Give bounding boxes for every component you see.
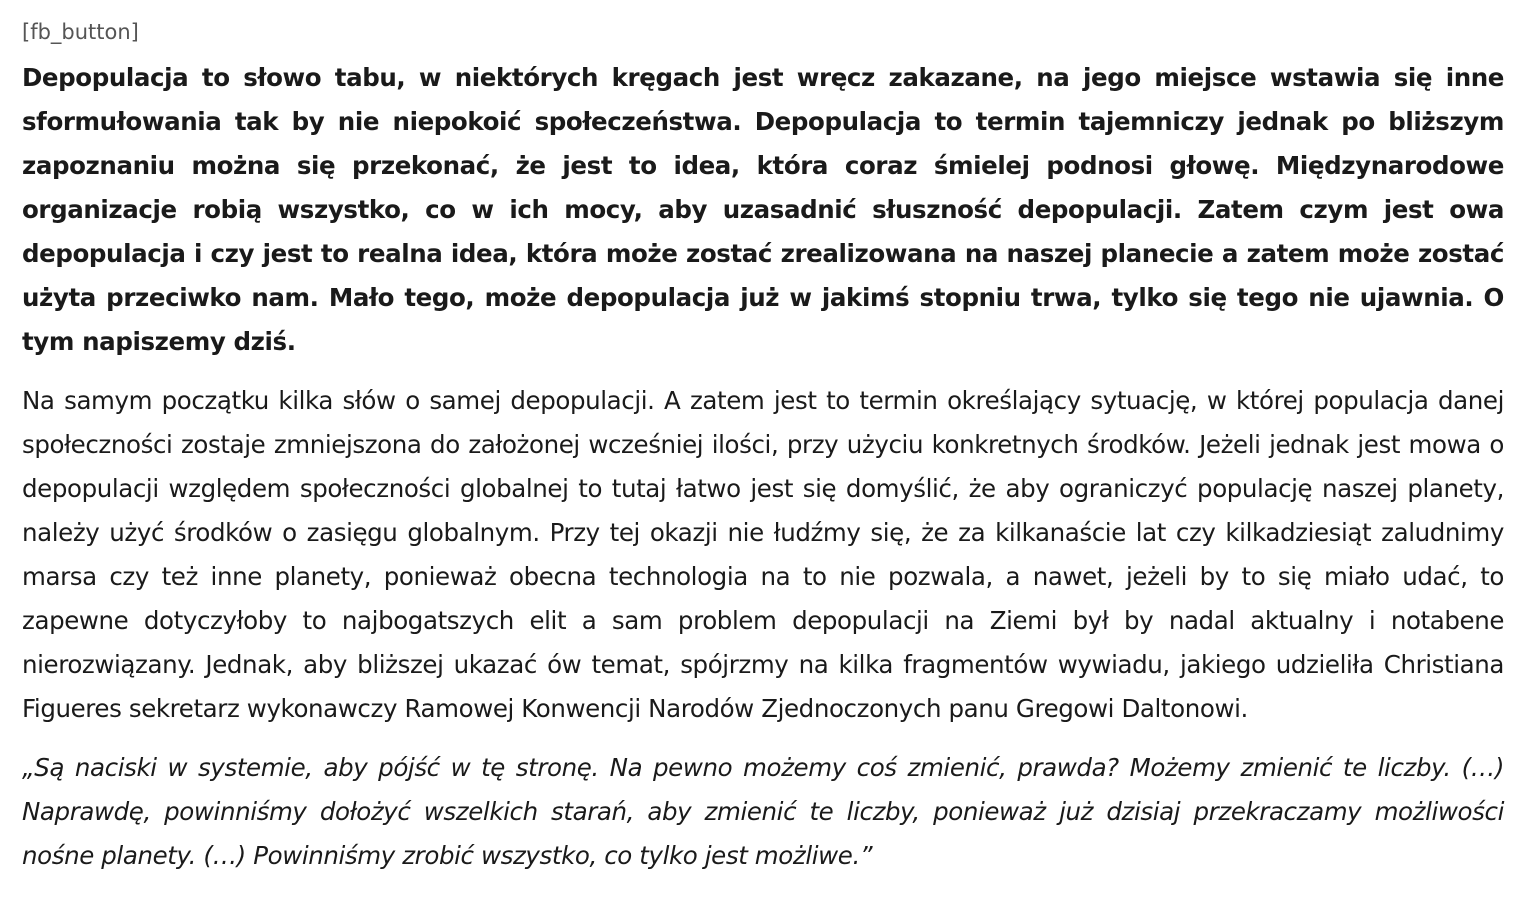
body-paragraph: Na samym początku kilka słów o samej depopulacji. A zatem jest to termin określający sytuację, w której populacja danej społeczności zostaje zmniejszona do założonej wcześniej ilości, przy użyciu konkretnych środków. Jeżeli jednak jest mowa o depopulacji względem społeczności globalnej to tutaj łatwo jest się domyślić, że aby ograniczyć populację naszej planety, należy użyć środków o zasięgu globalnym. Przy tej okazji nie łudźmy się, że za kilkanaście lat czy kilkadziesiąt zaludnimy marsa czy też inne planety, ponieważ obecna technologia na to nie pozwala, a nawet, jeżeli by to się miało udać, to zapewne dotyczyłoby to najbogatszych elit a sam problem depopulacji na Ziemi był by nadal aktualny i notabene nierozwiązany. Jednak, aby bliższej ukazać ów temat, spójrzmy na kilka fragmentów wywiadu, jakiego udzieliła Christiana Figueres sekretarz wykonawczy Ramowej Konwencji Narodów Zjednoczonych panu Gregowi Daltonowi.	[22, 386, 1504, 723]
interview-quote: „Są naciski w systemie, aby pójść w tę stronę. Na pewno możemy coś zmienić, prawda? Możemy zmienić te liczby. (…) Naprawdę, powinniśmy dołożyć wszelkich starań, aby zmienić te liczby, ponieważ już dzisiaj przekraczamy możliwości nośne planety. (…) Powinniśmy zrobić wszystko, co tylko jest możliwe.”	[22, 753, 1504, 870]
lead-paragraph: Depopulacja to słowo tabu, w niektórych kręgach jest wręcz zakazane, na jego miejsce wstawia się inne sformułowania tak by nie niepokoić społeczeństwa. Depopulacja to termin tajemniczy jednak po bliższym zapoznaniu można się przekonać, że jest to idea, która coraz śmielej podnosi głowę. Międzynarodowe organizacje robią wszystko, co w ich mocy, aby uzasadnić słuszność depopulacji. Zatem czym jest owa depopulacja i czy jest to realna idea, która może zostać zrealizowana na naszej planecie a zatem może zostać użyta przeciwko nam. Mało tego, może depopulacja już w jakimś stopniu trwa, tylko się tego nie ujawnia. O tym napiszemy dziś.	[22, 63, 1504, 356]
fb-button-shortcode: [fb_button]	[22, 20, 139, 44]
